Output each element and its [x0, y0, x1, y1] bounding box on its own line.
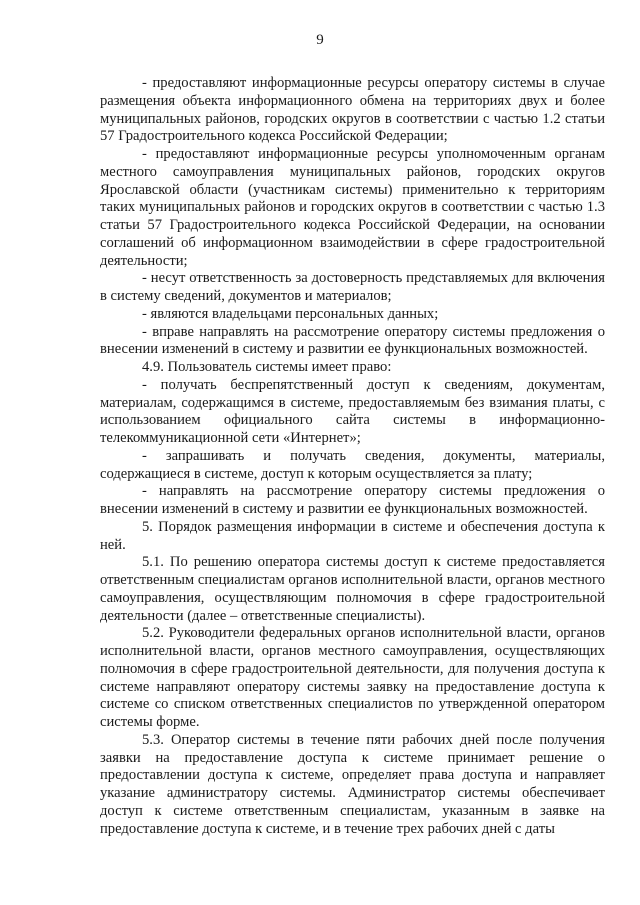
section-heading: 4.9. Пользователь системы имеет право: — [142, 359, 392, 375]
paragraph: - являются владельцами персональных данных; — [142, 305, 439, 322]
document-body — [100, 75, 605, 838]
paragraph: - несут ответственность за достоверность представляемых для включения в систему сведений, документов и материалов; — [100, 270, 605, 304]
paragraph: - получать беспрепятственный доступ к сведениям, документам, материалам, содержащимся в системе, предоставляемым без взимания платы, с использованием официального сайта системы в информационно-телекоммуникационной сети «Интернет»; — [100, 376, 605, 446]
paragraph: - вправе направлять на рассмотрение оператору системы предложения о внесении изменений в систему и развитии ее функциональных возможностей. — [100, 323, 605, 358]
paragraph: 5.1. По решению оператора системы доступ к системе предоставляется ответственным специалистам органов исполнительной власти, органов местного самоуправления, осуществляющим полномочия в сфере градостроительной деятельности (далее – ответственные специалисты). — [100, 554, 605, 624]
section-heading: 5. Порядок размещения информации в системе и обеспечения доступа к ней. — [100, 518, 605, 553]
paragraph: - направлять на рассмотрение оператору системы предложения о внесении изменений в систему и развитии ее функциональных возможностей. — [100, 483, 605, 517]
paragraph: 5.2. Руководители федеральных органов исполнительной власти, органов исполнительной власти, органов местного самоуправления, осуществляющих полномочия в сфере градостроительной деятельности, для получения доступа к системе направляют оператору системы заявку на предоставление доступа к системе со списком ответственных специалистов по утвержденной оператором системы форме. — [100, 625, 605, 730]
paragraph: - запрашивать и получать сведения, документы, материалы, содержащиеся в системе, доступ к которым осуществляется за плату; — [100, 447, 605, 482]
paragraph: - предоставляют информационные ресурсы оператору системы в случае размещения объекта информационного обмена на территориях двух и более муниципальных районов, городских округов в соответствии с частью 1.2 статьи 57 Градостроительного кодекса Российской Федерации; — [100, 75, 605, 145]
paragraph: 5.3. Оператор системы в течение пяти рабочих дней после получения заявки на предоставление доступа к системе принимает решение о предоставлении доступа к системе, определяет права доступа и направляет указание администратору системы. Администратор системы обеспечивает доступ к системе ответственным специалистам, указанным в заявке на предоставление доступа к системе, и в течение трех рабочих дней с даты — [100, 731, 605, 837]
paragraph: - предоставляют информационные ресурсы уполномоченным органам местного самоуправления муниципальных районов, городских округов Ярославской области (участникам системы) применительно к территориям таких муниципальных районов и городских округов в соответствии с частью 1.3 статьи 57 Градостроительного кодекса Российской Федерации, на основании соглашений об информационном взаимодействии в сфере градостроительной деятельности; — [100, 146, 605, 269]
page-number: 9 — [316, 32, 324, 48]
